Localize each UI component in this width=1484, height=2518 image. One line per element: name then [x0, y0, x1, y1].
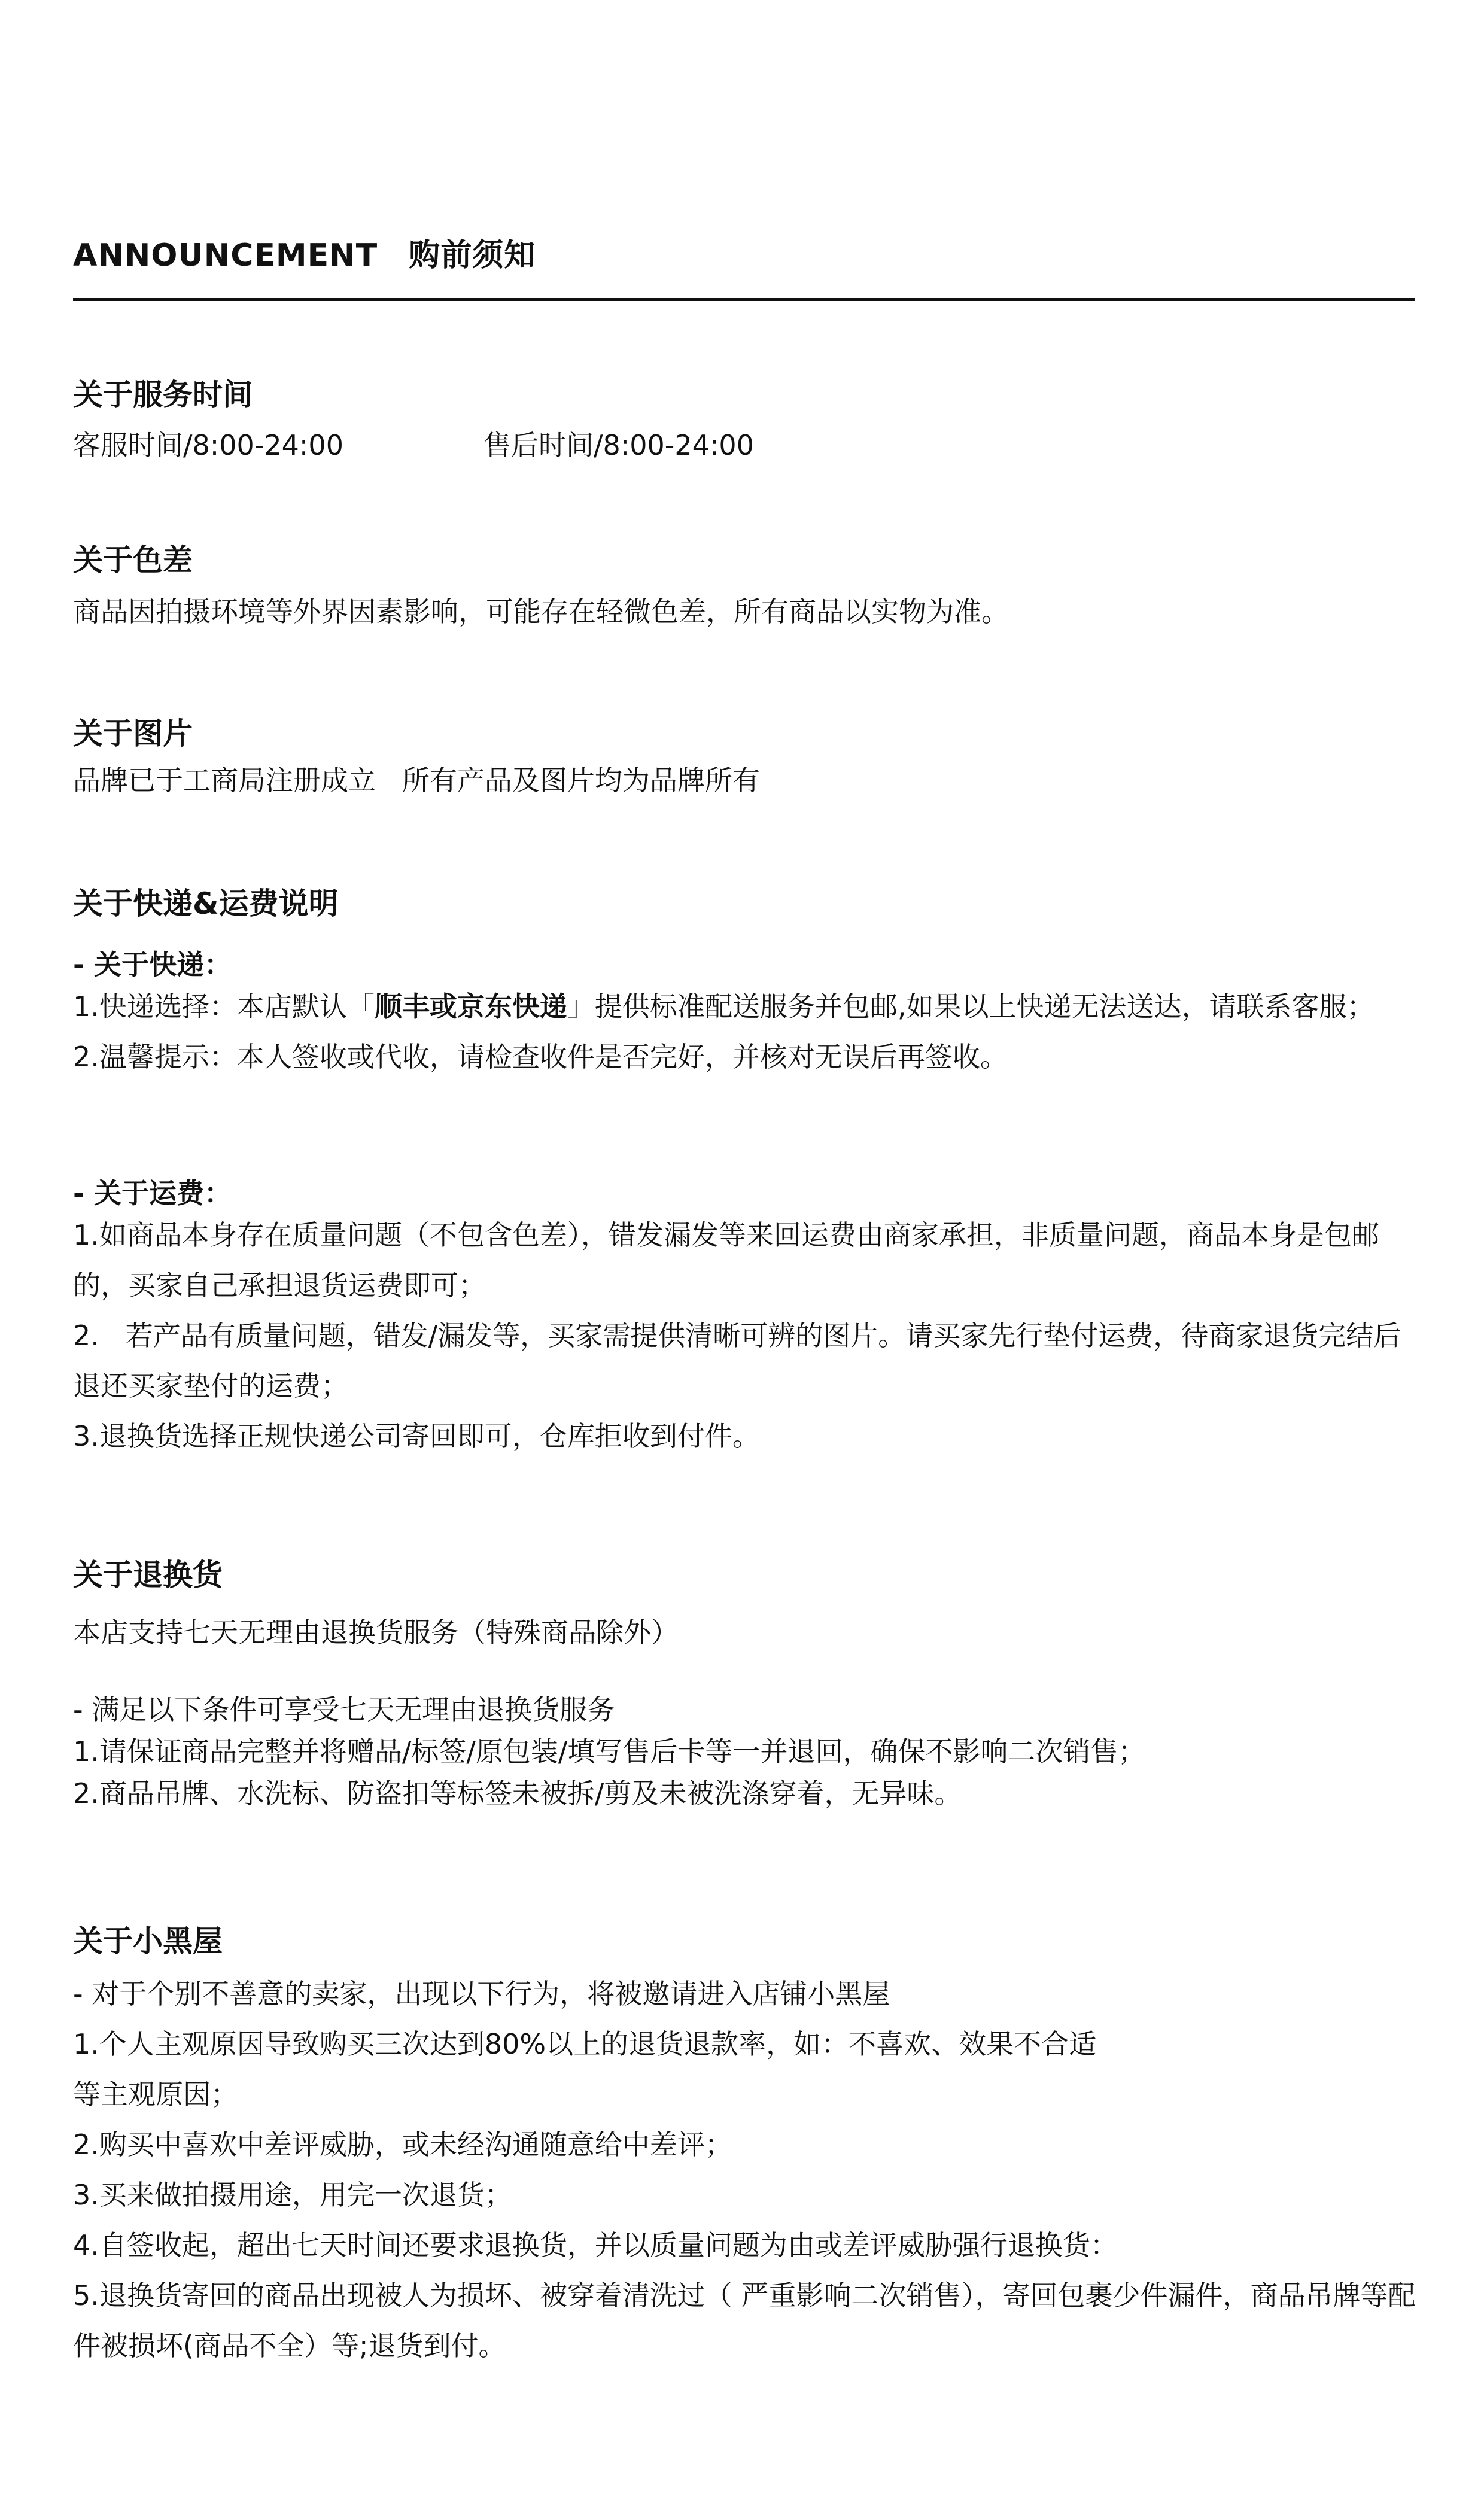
blacklist-item-3: 3.买来做拍摄用途，用完一次退货； [73, 2179, 512, 2211]
returns-cond-2: 2.商品吊牌、水洗标、防盗扣等标签未被拆/剪及未被洗涤穿着，无异味。 [73, 1777, 962, 1810]
page-title [73, 230, 536, 275]
blacklist-item-1a: 1.个人主观原因导致购买三次达到80%以上的退货退款率，如：不喜欢、效果不合适 [73, 2028, 1097, 2060]
returns-cond-1: 1.请保证商品完整并将赠品/标签/原包装/填写售后卡等一并退回，确保不影响二次销售； [73, 1735, 1146, 1768]
service-title: 关于服务时间 [73, 378, 253, 412]
fee-list [73, 1210, 1419, 1461]
color-text: 商品因拍摄环境等外界因素影响，可能存在轻微色差，所有商品以实物为准。 [73, 595, 1009, 628]
express-carriers: 顺丰或京东快递 [374, 990, 567, 1023]
title-chinese: 购前须知 [409, 238, 536, 273]
blacklist-item-2: 2.购买中喜欢中差评威胁，或未经沟通随意给中差评； [73, 2128, 732, 2161]
shipping-title: 关于快递&运费说明 [73, 886, 339, 921]
fee-item-3: 3.退换货选择正规快递公司寄回即可，仓库拒收到付件。 [73, 1420, 760, 1452]
express-item-2: 2.温馨提示：本人签收或代收，请检查收件是否完好，并核对无误后再签收。 [73, 1041, 1008, 1073]
fee-item-1: 1.如商品本身存在质量问题（不包含色差），错发漏发等来回运费由商家承担，非质量问题，商品本身是包邮的，买家自己承担退货运费即可； [73, 1219, 1379, 1301]
customer-service-hours: 客服时间/8:00-24:00 [73, 429, 343, 461]
blacklist-item-1b: 等主观原因； [73, 2078, 238, 2111]
blacklist-item-4: 4.自签收起，超出七天时间还要求退换货，并以质量问题为由或差评威胁强行退换货： [73, 2229, 1118, 2261]
images-text: 品牌已于工商局注册成立 所有产品及图片均为品牌所有 [73, 764, 760, 796]
title-english: ANNOUNCEMENT [73, 238, 378, 273]
express-subtitle: - 关于快递： [73, 948, 232, 981]
blacklist-title: 关于小黑屋 [73, 1924, 223, 1959]
fee-item-2: 2. 若产品有质量问题，错发/漏发等，买家需提供清晰可辨的图片。请买家先行垫付运费，待商家退货完结后退还买家垫付的运费； [73, 1319, 1401, 1402]
images-title: 关于图片 [73, 716, 193, 751]
blacklist-list [73, 1969, 1419, 2371]
after-sales-hours: 售后时间/8:00-24:00 [483, 429, 754, 461]
returns-intro: 本店支持七天无理由退换货服务（特殊商品除外） [73, 1616, 679, 1649]
express-item-1: 1.快递选择：本店默认「顺丰或京东快递」提供标准配送服务并包邮,如果以上快递无法送达，请联系客服； [73, 990, 1374, 1023]
header-divider [73, 298, 1415, 301]
returns-title: 关于退换货 [73, 1558, 223, 1592]
returns-cond-subtitle: - 满足以下条件可享受七天无理由退换货服务 [73, 1693, 615, 1726]
returns-conditions [73, 1689, 1419, 1814]
fee-subtitle: - 关于运费： [73, 1177, 232, 1209]
blacklist-item-5: 5.退换货寄回的商品出现被人为损坏、被穿着清洗过（ 严重影响二次销售），寄回包裹少件漏件，商品吊牌等配件被损坏(商品不全）等;退货到付。 [73, 2279, 1416, 2362]
blacklist-intro: - 对于个别不善意的卖家，出现以下行为，将被邀请进入店铺小黑屋 [73, 1978, 890, 2010]
express-list [73, 981, 1419, 1082]
color-title: 关于色差 [73, 543, 193, 577]
